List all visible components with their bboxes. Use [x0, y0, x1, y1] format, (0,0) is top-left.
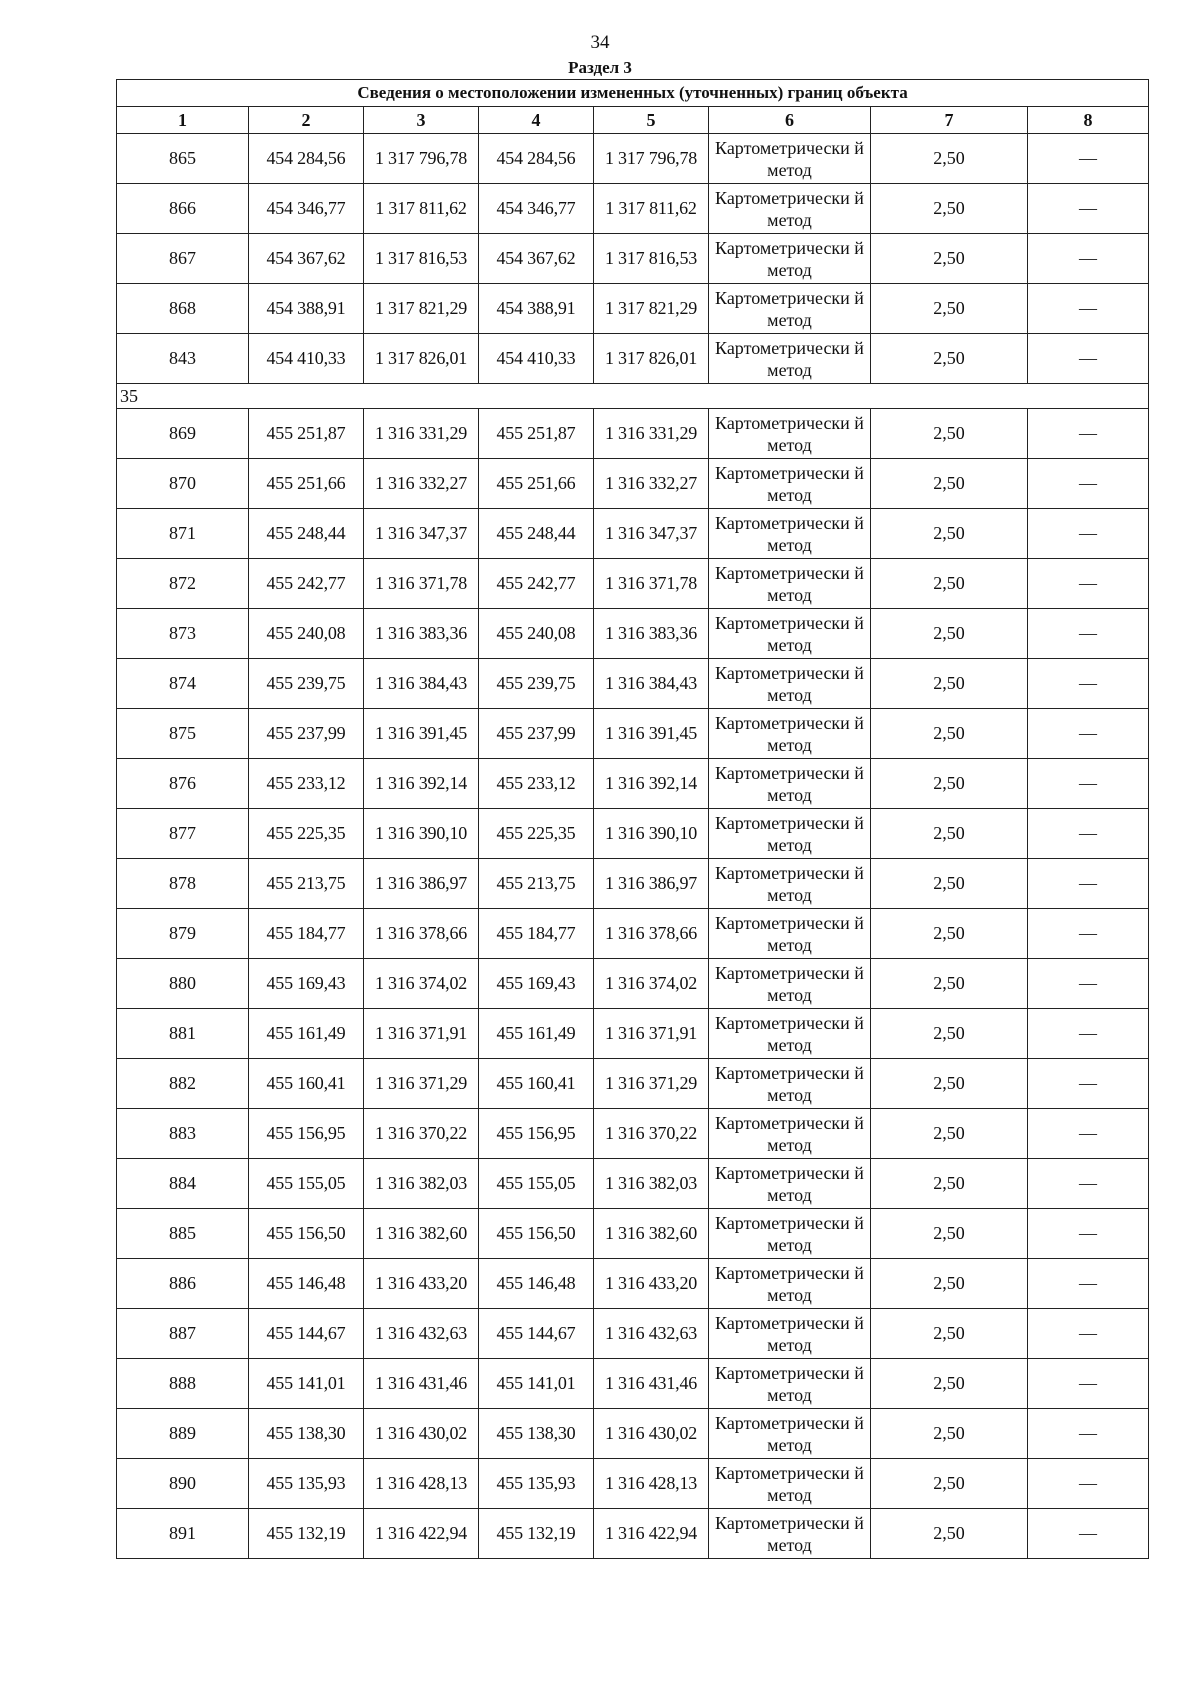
x-new-cell: 455 233,12 [479, 759, 594, 809]
y-old-cell: 1 316 370,22 [364, 1109, 479, 1159]
x-new-cell: 455 146,48 [479, 1259, 594, 1309]
x-old-cell: 454 410,33 [249, 334, 364, 384]
x-old-cell: 455 135,93 [249, 1459, 364, 1509]
point-number-cell: 885 [117, 1209, 249, 1259]
x-new-cell: 455 251,66 [479, 459, 594, 509]
accuracy-cell: 2,50 [871, 1109, 1028, 1159]
x-old-cell: 455 240,08 [249, 609, 364, 659]
method-cell: Картометрически й метод [709, 909, 871, 959]
y-old-cell: 1 316 332,27 [364, 459, 479, 509]
y-new-cell: 1 316 431,46 [594, 1359, 709, 1409]
y-new-cell: 1 317 811,62 [594, 184, 709, 234]
method-cell: Картометрически й метод [709, 709, 871, 759]
y-old-cell: 1 316 384,43 [364, 659, 479, 709]
y-old-cell: 1 316 383,36 [364, 609, 479, 659]
x-old-cell: 454 367,62 [249, 234, 364, 284]
description-cell: — [1028, 284, 1149, 334]
y-new-cell: 1 316 370,22 [594, 1109, 709, 1159]
accuracy-cell: 2,50 [871, 609, 1028, 659]
accuracy-cell: 2,50 [871, 134, 1028, 184]
table-row [117, 334, 1149, 384]
y-new-cell: 1 316 432,63 [594, 1309, 709, 1359]
x-new-cell: 455 160,41 [479, 1059, 594, 1109]
y-new-cell: 1 317 821,29 [594, 284, 709, 334]
y-new-cell: 1 316 386,97 [594, 859, 709, 909]
table-row [117, 1309, 1149, 1359]
accuracy-cell: 2,50 [871, 709, 1028, 759]
y-new-cell: 1 316 433,20 [594, 1259, 709, 1309]
y-new-cell: 1 316 332,27 [594, 459, 709, 509]
table-caption-row [117, 80, 1149, 107]
y-new-cell: 1 317 826,01 [594, 334, 709, 384]
point-number-cell: 843 [117, 334, 249, 384]
method-cell: Картометрически й метод [709, 1009, 871, 1059]
description-cell: — [1028, 909, 1149, 959]
description-cell: — [1028, 1109, 1149, 1159]
accuracy-cell: 2,50 [871, 1159, 1028, 1209]
x-new-cell: 455 141,01 [479, 1359, 594, 1409]
description-cell: — [1028, 709, 1149, 759]
x-new-cell: 455 248,44 [479, 509, 594, 559]
method-cell: Картометрически й метод [709, 1209, 871, 1259]
x-new-cell: 455 156,95 [479, 1109, 594, 1159]
x-old-cell: 455 132,19 [249, 1509, 364, 1559]
accuracy-cell: 2,50 [871, 859, 1028, 909]
accuracy-cell: 2,50 [871, 459, 1028, 509]
description-cell: — [1028, 759, 1149, 809]
x-new-cell: 455 135,93 [479, 1459, 594, 1509]
method-cell: Картометрически й метод [709, 1109, 871, 1159]
point-number-cell: 884 [117, 1159, 249, 1209]
point-number-cell: 867 [117, 234, 249, 284]
y-old-cell: 1 316 371,29 [364, 1059, 479, 1109]
y-new-cell: 1 316 371,78 [594, 559, 709, 609]
accuracy-cell: 2,50 [871, 1209, 1028, 1259]
x-new-cell: 455 144,67 [479, 1309, 594, 1359]
method-cell: Картометрически й метод [709, 1359, 871, 1409]
table-row [117, 1159, 1149, 1209]
x-new-cell: 455 155,05 [479, 1159, 594, 1209]
point-number-cell: 872 [117, 559, 249, 609]
table-row [117, 284, 1149, 334]
y-new-cell: 1 316 391,45 [594, 709, 709, 759]
description-cell: — [1028, 1009, 1149, 1059]
accuracy-cell: 2,50 [871, 409, 1028, 459]
point-number-cell: 869 [117, 409, 249, 459]
method-cell: Картометрически й метод [709, 659, 871, 709]
point-number-cell: 878 [117, 859, 249, 909]
description-cell: — [1028, 134, 1149, 184]
point-number-cell: 868 [117, 284, 249, 334]
x-new-cell: 455 132,19 [479, 1509, 594, 1559]
x-old-cell: 455 155,05 [249, 1159, 364, 1209]
description-cell: — [1028, 1409, 1149, 1459]
y-old-cell: 1 316 371,91 [364, 1009, 479, 1059]
table-row [117, 759, 1149, 809]
y-old-cell: 1 316 374,02 [364, 959, 479, 1009]
table-row [117, 1409, 1149, 1459]
method-cell: Картометрически й метод [709, 1159, 871, 1209]
y-new-cell: 1 316 422,94 [594, 1509, 709, 1559]
y-new-cell: 1 316 382,60 [594, 1209, 709, 1259]
table-row [117, 659, 1149, 709]
accuracy-cell: 2,50 [871, 1359, 1028, 1409]
y-new-cell: 1 316 371,29 [594, 1059, 709, 1109]
y-old-cell: 1 316 371,78 [364, 559, 479, 609]
accuracy-cell: 2,50 [871, 559, 1028, 609]
point-number-cell: 873 [117, 609, 249, 659]
x-old-cell: 455 169,43 [249, 959, 364, 1009]
accuracy-cell: 2,50 [871, 509, 1028, 559]
y-old-cell: 1 316 331,29 [364, 409, 479, 459]
method-cell: Картометрически й метод [709, 809, 871, 859]
method-cell: Картометрически й метод [709, 409, 871, 459]
method-cell: Картометрически й метод [709, 1309, 871, 1359]
table-row [117, 459, 1149, 509]
accuracy-cell: 2,50 [871, 284, 1028, 334]
description-cell: — [1028, 459, 1149, 509]
column-number: 5 [594, 107, 709, 134]
method-cell: Картометрически й метод [709, 759, 871, 809]
x-old-cell: 455 144,67 [249, 1309, 364, 1359]
y-old-cell: 1 316 428,13 [364, 1459, 479, 1509]
point-number-cell: 891 [117, 1509, 249, 1559]
x-old-cell: 455 242,77 [249, 559, 364, 609]
method-cell: Картометрически й метод [709, 509, 871, 559]
point-number-cell: 874 [117, 659, 249, 709]
method-cell: Картометрически й метод [709, 1409, 871, 1459]
description-cell: — [1028, 409, 1149, 459]
description-cell: — [1028, 959, 1149, 1009]
y-new-cell: 1 316 384,43 [594, 659, 709, 709]
y-old-cell: 1 316 432,63 [364, 1309, 479, 1359]
x-new-cell: 454 284,56 [479, 134, 594, 184]
accuracy-cell: 2,50 [871, 1509, 1028, 1559]
point-number-cell: 890 [117, 1459, 249, 1509]
method-cell: Картометрически й метод [709, 559, 871, 609]
point-number-cell: 876 [117, 759, 249, 809]
x-new-cell: 455 239,75 [479, 659, 594, 709]
x-new-cell: 454 346,77 [479, 184, 594, 234]
x-new-cell: 455 184,77 [479, 909, 594, 959]
table-row [117, 1109, 1149, 1159]
description-cell: — [1028, 509, 1149, 559]
description-cell: — [1028, 609, 1149, 659]
y-new-cell: 1 316 382,03 [594, 1159, 709, 1209]
y-new-cell: 1 316 428,13 [594, 1459, 709, 1509]
x-new-cell: 455 138,30 [479, 1409, 594, 1459]
point-number-cell: 888 [117, 1359, 249, 1409]
description-cell: — [1028, 184, 1149, 234]
x-old-cell: 455 213,75 [249, 859, 364, 909]
x-old-cell: 454 284,56 [249, 134, 364, 184]
method-cell: Картометрически й метод [709, 234, 871, 284]
y-old-cell: 1 316 378,66 [364, 909, 479, 959]
x-old-cell: 455 248,44 [249, 509, 364, 559]
accuracy-cell: 2,50 [871, 1409, 1028, 1459]
y-old-cell: 1 316 390,10 [364, 809, 479, 859]
table-row [117, 184, 1149, 234]
table-row [117, 1009, 1149, 1059]
table-row [117, 134, 1149, 184]
x-old-cell: 455 156,50 [249, 1209, 364, 1259]
point-number-cell: 889 [117, 1409, 249, 1459]
boundary-coordinates-table [116, 79, 1149, 1559]
point-number-cell: 879 [117, 909, 249, 959]
point-number-cell: 866 [117, 184, 249, 234]
table-row [117, 809, 1149, 859]
method-cell: Картометрически й метод [709, 1459, 871, 1509]
accuracy-cell: 2,50 [871, 959, 1028, 1009]
accuracy-cell: 2,50 [871, 809, 1028, 859]
table-row [117, 709, 1149, 759]
y-old-cell: 1 317 796,78 [364, 134, 479, 184]
page-break-row [117, 384, 1149, 409]
method-cell: Картометрически й метод [709, 134, 871, 184]
y-old-cell: 1 316 347,37 [364, 509, 479, 559]
method-cell: Картометрически й метод [709, 284, 871, 334]
description-cell: — [1028, 859, 1149, 909]
x-new-cell: 455 169,43 [479, 959, 594, 1009]
description-cell: — [1028, 559, 1149, 609]
table-row [117, 1059, 1149, 1109]
x-old-cell: 455 225,35 [249, 809, 364, 859]
method-cell: Картометрически й метод [709, 334, 871, 384]
x-old-cell: 455 141,01 [249, 1359, 364, 1409]
page-number: 34 [590, 32, 610, 53]
column-number: 7 [871, 107, 1028, 134]
description-cell: — [1028, 334, 1149, 384]
y-new-cell: 1 317 796,78 [594, 134, 709, 184]
description-cell: — [1028, 1059, 1149, 1109]
point-number-cell: 877 [117, 809, 249, 859]
y-new-cell: 1 316 371,91 [594, 1009, 709, 1059]
y-old-cell: 1 316 422,94 [364, 1509, 479, 1559]
table-row [117, 609, 1149, 659]
y-old-cell: 1 317 821,29 [364, 284, 479, 334]
table-row [117, 959, 1149, 1009]
accuracy-cell: 2,50 [871, 1059, 1028, 1109]
x-old-cell: 455 233,12 [249, 759, 364, 809]
table-row [117, 1259, 1149, 1309]
y-old-cell: 1 316 391,45 [364, 709, 479, 759]
table-row [117, 409, 1149, 459]
description-cell: — [1028, 234, 1149, 284]
x-old-cell: 455 251,87 [249, 409, 364, 459]
description-cell: — [1028, 1159, 1149, 1209]
x-old-cell: 455 156,95 [249, 1109, 364, 1159]
table-row [117, 1359, 1149, 1409]
column-number: 4 [479, 107, 594, 134]
method-cell: Картометрически й метод [709, 1509, 871, 1559]
y-old-cell: 1 317 811,62 [364, 184, 479, 234]
x-new-cell: 455 251,87 [479, 409, 594, 459]
point-number-cell: 886 [117, 1259, 249, 1309]
x-new-cell: 454 388,91 [479, 284, 594, 334]
accuracy-cell: 2,50 [871, 909, 1028, 959]
point-number-cell: 883 [117, 1109, 249, 1159]
table-row [117, 1509, 1149, 1559]
point-number-cell: 881 [117, 1009, 249, 1059]
y-old-cell: 1 317 826,01 [364, 334, 479, 384]
description-cell: — [1028, 1509, 1149, 1559]
accuracy-cell: 2,50 [871, 1009, 1028, 1059]
x-new-cell: 455 237,99 [479, 709, 594, 759]
y-new-cell: 1 316 383,36 [594, 609, 709, 659]
accuracy-cell: 2,50 [871, 1309, 1028, 1359]
y-old-cell: 1 316 430,02 [364, 1409, 479, 1459]
accuracy-cell: 2,50 [871, 334, 1028, 384]
y-new-cell: 1 316 390,10 [594, 809, 709, 859]
x-old-cell: 455 138,30 [249, 1409, 364, 1459]
point-number-cell: 882 [117, 1059, 249, 1109]
x-old-cell: 455 146,48 [249, 1259, 364, 1309]
page-break-number: 35 [117, 384, 1149, 409]
column-number: 6 [709, 107, 871, 134]
y-new-cell: 1 316 430,02 [594, 1409, 709, 1459]
y-new-cell: 1 316 374,02 [594, 959, 709, 1009]
column-number: 3 [364, 107, 479, 134]
x-old-cell: 455 239,75 [249, 659, 364, 709]
table-body [117, 134, 1149, 1559]
accuracy-cell: 2,50 [871, 759, 1028, 809]
table-row [117, 1459, 1149, 1509]
column-number: 1 [117, 107, 249, 134]
table-row [117, 909, 1149, 959]
accuracy-cell: 2,50 [871, 234, 1028, 284]
method-cell: Картометрически й метод [709, 1059, 871, 1109]
point-number-cell: 865 [117, 134, 249, 184]
y-new-cell: 1 316 347,37 [594, 509, 709, 559]
accuracy-cell: 2,50 [871, 184, 1028, 234]
y-old-cell: 1 316 392,14 [364, 759, 479, 809]
y-old-cell: 1 316 382,60 [364, 1209, 479, 1259]
method-cell: Картометрически й метод [709, 609, 871, 659]
method-cell: Картометрически й метод [709, 1259, 871, 1309]
y-old-cell: 1 317 816,53 [364, 234, 479, 284]
x-new-cell: 454 367,62 [479, 234, 594, 284]
point-number-cell: 880 [117, 959, 249, 1009]
y-old-cell: 1 316 382,03 [364, 1159, 479, 1209]
point-number-cell: 871 [117, 509, 249, 559]
y-new-cell: 1 317 816,53 [594, 234, 709, 284]
method-cell: Картометрически й метод [709, 959, 871, 1009]
point-number-cell: 870 [117, 459, 249, 509]
x-new-cell: 455 240,08 [479, 609, 594, 659]
description-cell: — [1028, 1459, 1149, 1509]
column-number: 8 [1028, 107, 1149, 134]
x-old-cell: 455 237,99 [249, 709, 364, 759]
accuracy-cell: 2,50 [871, 1259, 1028, 1309]
table-caption: Сведения о местоположении измененных (уточненных) границ объекта [117, 80, 1149, 107]
x-old-cell: 455 251,66 [249, 459, 364, 509]
y-old-cell: 1 316 431,46 [364, 1359, 479, 1409]
section-title: Раздел 3 [568, 58, 632, 77]
x-old-cell: 455 184,77 [249, 909, 364, 959]
point-number-cell: 887 [117, 1309, 249, 1359]
description-cell: — [1028, 1209, 1149, 1259]
method-cell: Картометрически й метод [709, 859, 871, 909]
x-new-cell: 455 213,75 [479, 859, 594, 909]
y-new-cell: 1 316 392,14 [594, 759, 709, 809]
point-number-cell: 875 [117, 709, 249, 759]
y-new-cell: 1 316 331,29 [594, 409, 709, 459]
method-cell: Картометрически й метод [709, 459, 871, 509]
x-new-cell: 454 410,33 [479, 334, 594, 384]
column-number: 2 [249, 107, 364, 134]
table-row [117, 1209, 1149, 1259]
x-new-cell: 455 161,49 [479, 1009, 594, 1059]
table-row [117, 234, 1149, 284]
x-old-cell: 455 161,49 [249, 1009, 364, 1059]
method-cell: Картометрически й метод [709, 184, 871, 234]
description-cell: — [1028, 1309, 1149, 1359]
accuracy-cell: 2,50 [871, 659, 1028, 709]
description-cell: — [1028, 1259, 1149, 1309]
y-new-cell: 1 316 378,66 [594, 909, 709, 959]
x-new-cell: 455 156,50 [479, 1209, 594, 1259]
accuracy-cell: 2,50 [871, 1459, 1028, 1509]
y-old-cell: 1 316 433,20 [364, 1259, 479, 1309]
description-cell: — [1028, 809, 1149, 859]
x-old-cell: 455 160,41 [249, 1059, 364, 1109]
description-cell: — [1028, 659, 1149, 709]
description-cell: — [1028, 1359, 1149, 1409]
table-row [117, 559, 1149, 609]
x-new-cell: 455 242,77 [479, 559, 594, 609]
column-number-row [117, 107, 1149, 134]
x-old-cell: 454 346,77 [249, 184, 364, 234]
table-row [117, 509, 1149, 559]
x-old-cell: 454 388,91 [249, 284, 364, 334]
table-row [117, 859, 1149, 909]
y-old-cell: 1 316 386,97 [364, 859, 479, 909]
x-new-cell: 455 225,35 [479, 809, 594, 859]
